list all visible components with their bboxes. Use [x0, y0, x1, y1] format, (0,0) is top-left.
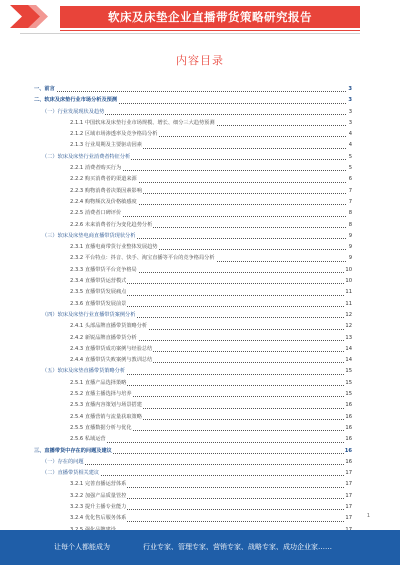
toc-entry-label: 2.2.1 消费者购买行为: [70, 163, 122, 174]
toc-entry[interactable]: [34, 220, 352, 231]
toc-entry-label: 2.5.2 直播主播选择与培养: [70, 389, 133, 400]
toc-entry[interactable]: [34, 378, 352, 389]
toc-entry[interactable]: [34, 140, 352, 151]
toc-entry[interactable]: [34, 163, 352, 174]
toc-entry[interactable]: [34, 118, 352, 129]
toc-entry-label: 2.5.6 私域运营: [70, 434, 107, 445]
toc-entry-page: 14: [345, 344, 352, 355]
toc-entry[interactable]: [34, 400, 352, 411]
toc-entry[interactable]: [34, 310, 352, 321]
toc-entry[interactable]: [34, 253, 352, 264]
toc-dot-leader: [34, 91, 346, 92]
toc-entry-page: 14: [345, 355, 352, 366]
toc-entry[interactable]: [34, 502, 352, 513]
toc-entry[interactable]: [34, 208, 352, 219]
footer-slogan-left: 让每个人都能成为: [54, 543, 110, 551]
toc-entry[interactable]: [34, 389, 352, 400]
toc-entry[interactable]: [34, 321, 352, 332]
toc-entry-label: 2.3.4 直播带货运营模式: [70, 276, 127, 287]
toc-entry-page: 16: [345, 446, 352, 457]
toc-entry-label: 2.3.5 直播带货发展痛点: [70, 287, 127, 298]
toc-entry-page: 3: [348, 84, 352, 95]
toc-entry[interactable]: [34, 231, 352, 242]
toc-entry-page: 17: [345, 502, 352, 513]
toc-entry[interactable]: [34, 333, 352, 344]
toc-entry-page: 11: [345, 299, 352, 310]
toc-entry-label: （二）直播带货相关建议: [42, 468, 100, 479]
toc-entry[interactable]: [34, 242, 352, 253]
toc-entry[interactable]: [34, 129, 352, 140]
page-number: 1: [366, 513, 370, 519]
toc-entry-label: 2.4.2 新锐品牌直播带货分析: [70, 333, 138, 344]
toc-entry-page: 13: [345, 333, 352, 344]
toc-entry-page: 15: [345, 366, 352, 377]
toc-entry-label: 2.2.5 消费者口碑评价: [70, 208, 122, 219]
toc-dot-leader: [42, 464, 346, 465]
toc-entry-page: 12: [345, 321, 352, 332]
toc-entry-label: 3.2.3 提升主播专业能力: [70, 502, 127, 513]
toc-entry-page: 3: [349, 107, 352, 118]
toc-entry-label: 2.5.3 直播内容策划与场景搭建: [70, 400, 143, 411]
toc-entry-label: 2.4.4 直播带货失败案例与教训总结: [70, 355, 153, 366]
toc-entry-page: 3: [349, 118, 352, 129]
toc-dot-leader: [70, 442, 346, 443]
toc-entry-page: 16: [345, 457, 352, 468]
toc-entry[interactable]: [34, 423, 352, 434]
toc-entry[interactable]: [34, 479, 352, 490]
toc-entry[interactable]: [34, 446, 352, 457]
toc-entry-page: 4: [349, 140, 352, 151]
toc-entry[interactable]: [34, 174, 352, 185]
toc-entry[interactable]: [34, 491, 352, 502]
toc-entry-label: 2.4.1 头部品牌直播带货策略分析: [70, 321, 148, 332]
toc-entry[interactable]: [34, 152, 352, 163]
toc-entry[interactable]: [34, 197, 352, 208]
toc-entry[interactable]: [34, 107, 352, 118]
toc-entry-label: 2.3.1 直播电商带货行业整体发展趋势: [70, 242, 158, 253]
toc-entry-page: 8: [349, 220, 352, 231]
toc-entry-label: 2.2.6 未来消费者行为变化趋势分析: [70, 220, 153, 231]
toc-entry-label: 2.5.1 直播产品选择策略: [70, 378, 127, 389]
toc-entry[interactable]: [34, 95, 352, 106]
toc-entry-label: 2.5.5 直播数据分析与优化: [70, 423, 133, 434]
toc-entry-label: 2.2.3 购物消费者决策因素影响: [70, 186, 143, 197]
toc-entry[interactable]: [34, 457, 352, 468]
footer-banner: [0, 530, 400, 565]
toc-entry[interactable]: [34, 412, 352, 423]
toc-entry-page: 3: [348, 95, 352, 106]
toc-entry-label: 一、前言: [34, 84, 56, 95]
toc-entry-label: 2.1.3 行业周期及主要驱动因素: [70, 140, 143, 151]
report-header: [0, 0, 400, 32]
toc-entry[interactable]: [34, 344, 352, 355]
toc-entry-label: （四）软床及床垫行业直播带货案例分析: [42, 310, 136, 321]
toc-entry-page: 9: [349, 242, 352, 253]
toc-entry-label: 2.3.3 直播带货平台竞争格局: [70, 265, 138, 276]
toc-entry[interactable]: [34, 355, 352, 366]
toc-entry-label: 3.2.1 完善直播运营体系: [70, 479, 127, 490]
logo-chevron-icon: [6, 3, 54, 30]
toc-entry-label: 2.1.2 区域市场渗透率及竞争格局分析: [70, 129, 158, 140]
toc-entry-page: 17: [345, 479, 352, 490]
toc-entry-page: 15: [345, 378, 352, 389]
toc-entry-page: 5: [349, 152, 352, 163]
header-subdivider: [20, 33, 360, 34]
toc-entry-label: 2.2.2 购买消费者的渠道来源: [70, 174, 138, 185]
toc-entry-page: 17: [345, 491, 352, 502]
toc-entry[interactable]: [34, 276, 352, 287]
toc-entry-page: 16: [345, 434, 352, 445]
toc-entry-label: 2.5.4 直播营销与流量获取策略: [70, 412, 143, 423]
footer-slogan-right: 行业专家、管理专家、营销专家、战略专家、成功企业家……: [143, 543, 332, 551]
toc-entry-label: 3.2.2 加强产品质量管控: [70, 491, 127, 502]
toc-entry[interactable]: [34, 84, 352, 95]
toc-entry-page: 6: [349, 174, 352, 185]
toc-entry-page: 17: [345, 468, 352, 479]
toc-entry-page: 5: [349, 163, 352, 174]
toc-entry-label: 2.3.2 平台特点：抖音、快手、淘宝直播等平台的竞争格局分析: [70, 253, 216, 264]
toc-entry-page: 9: [349, 253, 352, 264]
toc-entry[interactable]: [34, 366, 352, 377]
report-title: 软床及床垫企业直播带货策略研究报告: [108, 10, 312, 24]
table-of-contents: [34, 84, 352, 547]
toc-entry-label: （一）存在的问题: [42, 457, 85, 468]
toc-entry-label: 三、直播带货中存在的问题及建议: [34, 446, 113, 457]
toc-entry-page: 12: [345, 310, 352, 321]
toc-entry-label: 2.4.3 直播带货成功案例与经验总结: [70, 344, 153, 355]
toc-entry[interactable]: [34, 287, 352, 298]
toc-entry[interactable]: [34, 434, 352, 445]
toc-entry[interactable]: [34, 186, 352, 197]
toc-entry-page: 11: [345, 287, 352, 298]
toc-entry[interactable]: [34, 299, 352, 310]
toc-entry-page: 7: [349, 197, 352, 208]
toc-entry-label: （二）软床及床垫行业消费者特征分析: [42, 152, 131, 163]
toc-entry-page: 17: [345, 513, 352, 524]
toc-entry-label: 2.3.6 直播带货发展前景: [70, 299, 127, 310]
toc-entry-label: 3.2.4 优化售后服务体系: [70, 513, 127, 524]
toc-entry-page: 16: [345, 400, 352, 411]
toc-entry-label: 二、软床及床垫行业市场分析及预测: [34, 95, 118, 106]
toc-entry-label: （三）软床及床垫电商直播带货现状分析: [42, 231, 136, 242]
toc-entry[interactable]: [34, 468, 352, 479]
toc-entry-page: 9: [349, 231, 352, 242]
toc-entry-label: 2.2.4 购物频次及价格敏感度: [70, 197, 138, 208]
toc-entry-label: 2.1.1 中国软床及床垫行业市场规模、增长、细分三大趋势预测: [70, 118, 216, 129]
toc-entry-page: 8: [349, 208, 352, 219]
toc-entry[interactable]: [34, 265, 352, 276]
toc-entry-page: 10: [345, 276, 352, 287]
toc-entry-page: 4: [349, 129, 352, 140]
toc-entry-page: 15: [345, 389, 352, 400]
toc-heading: 内容目录: [176, 54, 224, 67]
toc-entry-page: 10: [345, 265, 352, 276]
toc-entry-page: 16: [345, 412, 352, 423]
header-divider: [60, 30, 360, 31]
toc-entry-label: （五）软床及床垫直播带货策略分析: [42, 366, 126, 377]
toc-entry-page: 16: [345, 423, 352, 434]
toc-entry-label: （一）行业发展现状及趋势: [42, 107, 105, 118]
toc-entry[interactable]: [34, 513, 352, 524]
toc-entry-page: 7: [349, 186, 352, 197]
